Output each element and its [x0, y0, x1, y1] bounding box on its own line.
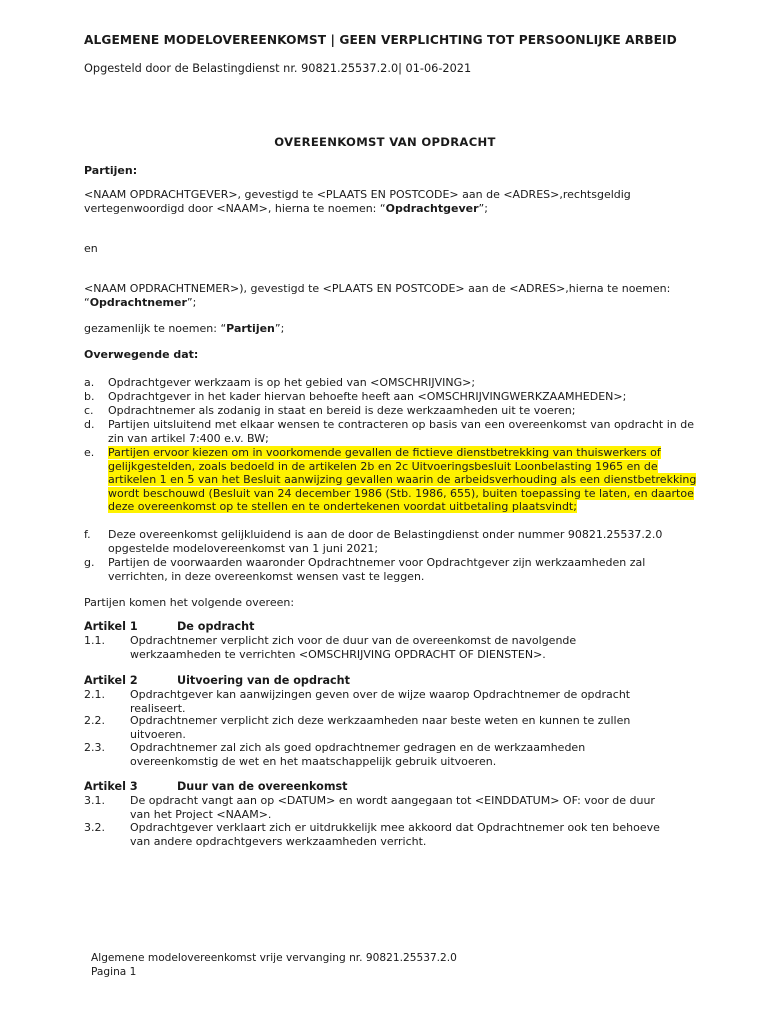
- party2-paragraph: [84, 282, 694, 310]
- article-item-label: 3.1.: [84, 794, 105, 807]
- footer-page-number: Pagina 1: [91, 966, 137, 978]
- gezamenlijk-text: gezamenlijk te noemen: “: [84, 322, 227, 335]
- list-item-label: a.: [84, 376, 95, 389]
- page-footer: [91, 951, 457, 979]
- article-item-text: Opdrachtgever kan aanwijzingen geven over de wijze waarop Opdrachtnemer de opdracht realiseert.: [130, 688, 631, 715]
- highlighted-text-wrapper: [108, 446, 698, 514]
- party2-text: <NAAM OPDRACHTNEMER>), gevestigd te <PLAATS EN POSTCODE> aan de <ADRES>,hierna te noemen: “: [84, 282, 671, 309]
- party1-text: <NAAM OPDRACHTGEVER>, gevestigd te <PLAATS EN POSTCODE> aan de <ADRES>,rechtsgeldig vertegenwoordigd door <NAAM>, hierna te noemen: “: [84, 188, 631, 215]
- article-item-label: 2.3.: [84, 741, 105, 754]
- party2-term: Opdrachtnemer: [89, 296, 187, 309]
- en-connector: en: [84, 242, 98, 255]
- document-title: OVEREENKOMST VAN OPDRACHT: [274, 135, 496, 149]
- list-item-text: Partijen uitsluitend met elkaar wensen te contracteren op basis van een overeenkomst van opdracht in de zin van artikel 7:400 e.v. BW;: [108, 418, 695, 445]
- list-item-label: g.: [84, 556, 95, 569]
- article-title: De opdracht: [177, 620, 255, 633]
- article-item-text: Opdrachtnemer zal zich als goed opdrachtnemer gedragen en de werkzaamheden overeenkomstig de wet en het maatschappelijk gebruik uitvoeren.: [130, 741, 586, 768]
- party1-end: ”;: [478, 202, 488, 215]
- list-item-text-highlighted: Partijen ervoor kiezen om in voorkomende gevallen de fictieve dienstbetrekking van thuiswerkers of gelijkgestelden, zoals bedoeld in de artikelen 2b en 2c Uitvoeringsbesluit Loonbelasting 1965 en de artikelen 1 en 5 van het Besluit aanwijzing gevallen waarin de arbeidsverhouding als een dienstbetrekking wordt beschouwd (Besluit van 24 december 1986 (Stb. 1986, 655), buiten toepassing te laten, en daartoe deze overeenkomst op te stellen en te ondertekenen voordat uitbetaling plaatsvindt;: [108, 446, 697, 513]
- partijen-heading: Partijen:: [84, 164, 138, 177]
- list-item-label: f.: [84, 528, 91, 541]
- agree-line: Partijen komen het volgende overeen:: [84, 596, 295, 609]
- party1-term: Opdrachtgever: [385, 202, 479, 215]
- article-item-label: 1.1.: [84, 634, 105, 647]
- gezamenlijk-term: Partijen: [226, 322, 275, 335]
- list-item-text: Partijen de voorwaarden waaronder Opdrachtnemer voor Opdrachtgever zijn werkzaamheden zal verrichten, in deze overeenkomst wensen vast te leggen.: [108, 556, 646, 583]
- overwegende-heading: Overwegende dat:: [84, 348, 199, 361]
- list-item-text: Opdrachtnemer als zodanig in staat en bereid is deze werkzaamheden uit te voeren;: [108, 404, 576, 417]
- list-item-text: Opdrachtgever werkzaam is op het gebied van <OMSCHRIJVING>;: [108, 376, 476, 389]
- footer-line-1: Algemene modelovereenkomst vrije vervanging nr. 90821.25537.2.0: [91, 952, 457, 964]
- party1-paragraph: [84, 188, 694, 216]
- list-item-label: e.: [84, 446, 95, 459]
- article-title: Duur van de overeenkomst: [177, 780, 348, 793]
- party2-end: ”;: [186, 296, 197, 309]
- article-title: Uitvoering van de opdracht: [177, 674, 350, 687]
- article-number: Artikel 3: [84, 780, 138, 793]
- article-item-text: De opdracht vangt aan op <DATUM> en wordt aangegaan tot <EINDDATUM> OF: voor de duur van het Project <NAAM>.: [130, 794, 655, 821]
- list-item-text: Deze overeenkomst gelijkluidend is aan de door de Belastingdienst onder nummer 90821.25537.2.0 opgestelde modelovereenkomst van 1 juni 2021;: [108, 528, 663, 555]
- article-number: Artikel 2: [84, 674, 138, 687]
- article-item-text: Opdrachtnemer verplicht zich voor de duur van de overeenkomst de navolgende werkzaamheden te verrichten <OMSCHRIJVING OPDRACHT OF DIENSTEN>.: [130, 634, 577, 661]
- article-item-text: Opdrachtgever verklaart zich er uitdrukkelijk mee akkoord dat Opdrachtnemer ook ten behoeve van andere opdrachtgevers werkzaamheden verricht.: [130, 821, 660, 848]
- header-title: ALGEMENE MODELOVEREENKOMST | GEEN VERPLICHTING TOT PERSOONLIJKE ARBEID: [84, 33, 677, 47]
- gezamenlijk-end: ”;: [274, 322, 285, 335]
- article-item-text: Opdrachtnemer verplicht zich deze werkzaamheden naar beste weten en kunnen te zullen uitvoeren.: [130, 714, 631, 741]
- header-subtitle: Opgesteld door de Belastingdienst nr. 90821.25537.2.0| 01-06-2021: [84, 62, 472, 75]
- article-item-label: 2.2.: [84, 714, 105, 727]
- article-item-label: 2.1.: [84, 688, 105, 701]
- gezamenlijk-paragraph: [84, 322, 694, 336]
- article-number: Artikel 1: [84, 620, 138, 633]
- list-item-label: d.: [84, 418, 95, 431]
- list-item-label: b.: [84, 390, 95, 403]
- article-item-label: 3.2.: [84, 821, 105, 834]
- list-item-text: Opdrachtgever in het kader hiervan behoefte heeft aan <OMSCHRIJVINGWERKZAAMHEDEN>;: [108, 390, 627, 403]
- list-item-label: c.: [84, 404, 94, 417]
